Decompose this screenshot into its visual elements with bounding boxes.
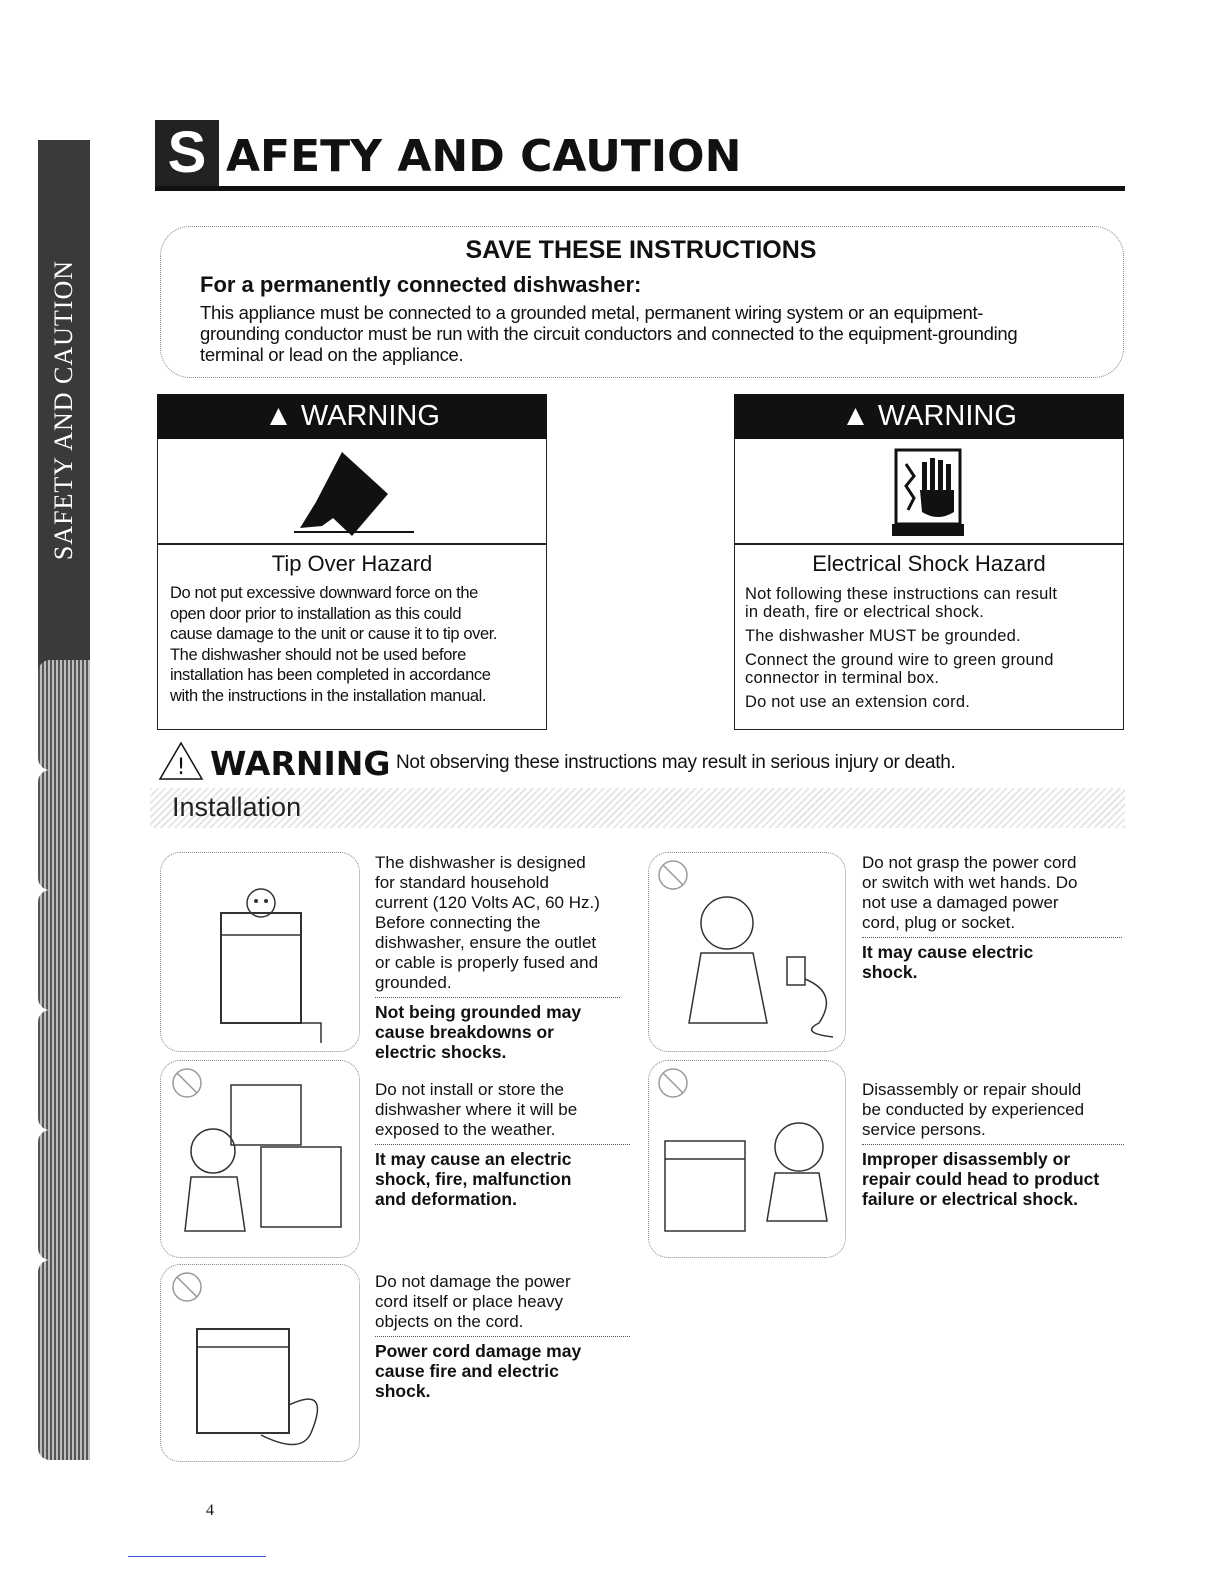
svg-text:!: ! <box>176 755 186 780</box>
save-instructions-body: This appliance must be connected to a grounded metal, permanent wiring system or an equipment- grounding conductor must be run with the circuit conductors and connected to the equipment-grounding terminal or lead on the appliance. <box>200 302 1018 365</box>
electric-hand-icon <box>892 446 964 538</box>
general-warning-label: WARNING <box>210 744 391 783</box>
save-instructions-title: SAVE THESE INSTRUCTIONS <box>465 236 817 264</box>
power-cord-illustration <box>160 1264 360 1462</box>
disassembly-item: Disassembly or repair should be conducted by experienced service persons. Improper disassembly or repair could head to product failure or electrical shock. <box>862 1080 1124 1209</box>
girl-weather-icon <box>161 1061 359 1257</box>
electrical-shock-warning-header: ▲ WARNING <box>734 394 1124 439</box>
warning-triangle-icon: ▲ <box>264 400 293 432</box>
tip-over-caption: Tip Over Hazard <box>271 551 433 576</box>
warning-triangle-icon: ▲ <box>841 400 870 432</box>
dishwasher-cord-icon <box>161 1265 359 1461</box>
weather-item: Do not install or store the dishwasher where it will be exposed to the weather. It may cause an electric shock, fire, malfunction and deformation. <box>375 1080 630 1209</box>
page-number: 4 <box>206 1502 214 1519</box>
tip-over-warning-header: ▲ WARNING <box>157 394 547 439</box>
warning-outline-triangle-icon <box>158 741 204 781</box>
girl-wet-hands-icon <box>649 853 845 1051</box>
grounding-item: The dishwasher is designed for standard household current (120 Volts AC, 60 Hz.) Before connecting the dishwasher, ensure the outlet or cable is properly fused and grounded. Not being grounded may cause breakdowns or electric shocks. <box>375 853 620 1062</box>
side-tab-5 <box>38 1010 90 1130</box>
side-tab-2 <box>38 660 90 770</box>
power-cord-item: Do not damage the power cord itself or place heavy objects on the cord. Power cord damage may cause fire and electric shock. <box>375 1272 630 1401</box>
tip-over-divider <box>158 543 546 545</box>
electrical-shock-divider <box>735 543 1123 545</box>
save-instructions-subtitle: For a permanently connected dishwasher: <box>200 272 642 297</box>
tip-over-text: Do not put excessive downward force on the open door prior to installation as this could cause damage to the unit or cause it to tip over. The dishwasher should not be used before installation has been completed in accordance with the instructions in the installation manual. <box>170 584 498 705</box>
grounding-illustration <box>160 852 360 1052</box>
wet-hands-item: Do not grasp the power cord or switch with wet hands. Do not use a damaged power cord, plug or socket. It may cause electric shock. <box>862 853 1122 982</box>
general-warning-note: Not observing these instructions may result in serious injury or death. <box>396 752 956 773</box>
wet-hands-illustration <box>648 852 846 1052</box>
side-tab-7 <box>38 1260 90 1460</box>
disassembly-illustration <box>648 1060 846 1258</box>
side-tab-label: SAFETY AND CAUTION <box>49 259 78 561</box>
page-title: AFETY AND CAUTION <box>226 131 742 182</box>
side-tab-4 <box>38 890 90 1010</box>
side-tab-6 <box>38 1130 90 1260</box>
weather-illustration <box>160 1060 360 1258</box>
girl-repair-icon <box>649 1061 845 1257</box>
side-tab-3 <box>38 770 90 890</box>
installation-title: Installation <box>172 792 302 822</box>
electrical-shock-caption: Electrical Shock Hazard <box>812 551 1046 576</box>
tip-over-icon <box>280 446 420 538</box>
dishwasher-plug-icon <box>161 853 359 1051</box>
electrical-shock-text: Not following these instructions can result in death, fire or electrical shock. The dishwasher MUST be grounded. Connect the ground wire to green ground connector in terminal box. Do not use an extension cord. <box>745 585 1058 711</box>
title-initial: S <box>155 120 219 186</box>
bottom-line <box>128 1556 266 1557</box>
title-rule <box>155 186 1125 191</box>
